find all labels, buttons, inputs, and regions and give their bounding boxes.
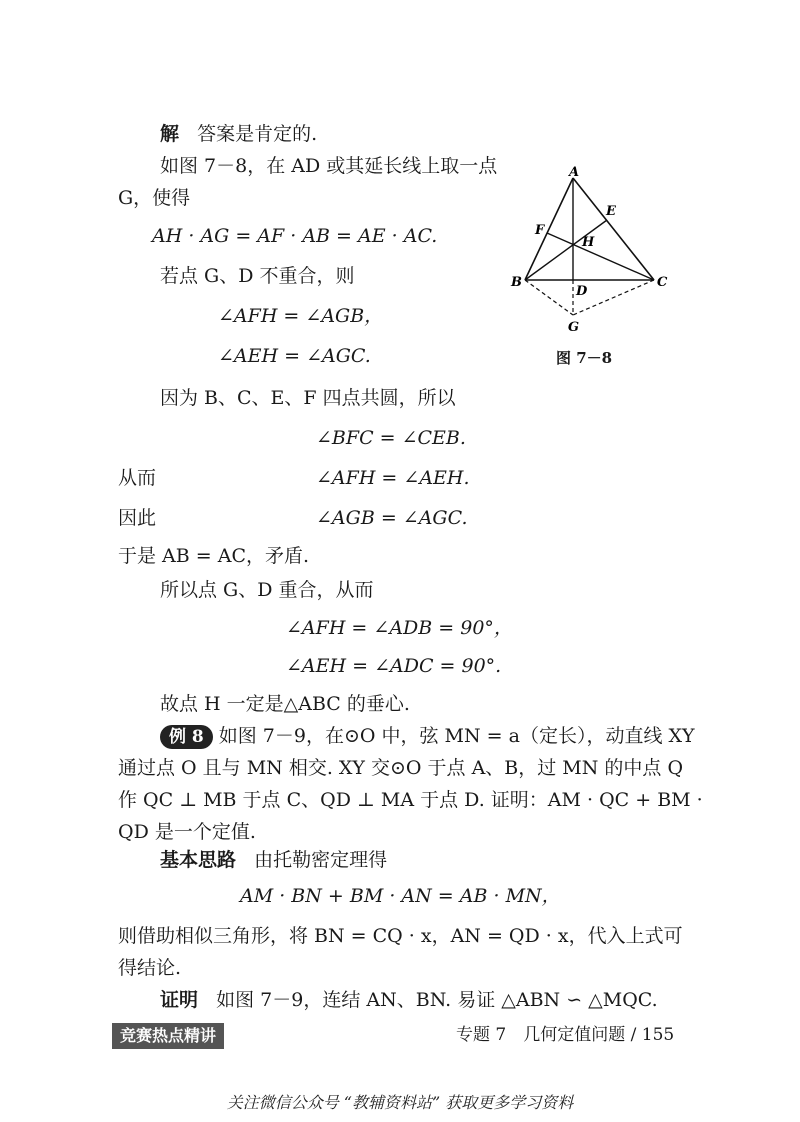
watermark-text: 关注微信公众号 “教辅资料站” 获取更多学习资料 bbox=[226, 1093, 574, 1112]
equation-6: ∠AFH = ∠ADB = 90°， bbox=[286, 617, 513, 639]
case-line: 若点 G、D 不重合，则 bbox=[160, 265, 355, 287]
side-ab bbox=[525, 178, 573, 280]
figure-caption: 图 7－8 bbox=[556, 349, 613, 367]
proof-label: 证明 bbox=[160, 989, 199, 1011]
label-f: F bbox=[535, 223, 545, 238]
equation-7: ∠AEH = ∠ADC = 90°. bbox=[286, 655, 502, 677]
solution-heading bbox=[160, 120, 317, 148]
proof-text: 如图 7－9，连结 AN、BN. 易证 △ABN ∽ △MQC. bbox=[216, 989, 658, 1011]
figure-7-8 bbox=[500, 165, 680, 345]
idea-label: 基本思路 bbox=[160, 849, 237, 871]
example-line-1 bbox=[160, 722, 695, 750]
equation-main: AH · AG = AF · AB = AE · AC. bbox=[152, 225, 438, 247]
idea-cont-1: 则借助相似三角形，将 BN = CQ · x，AN = QD · x，代入上式可 bbox=[118, 925, 683, 947]
label-b: B bbox=[511, 275, 522, 290]
example-line-3: 作 QC ⊥ MB 于点 C、QD ⊥ MA 于点 D. 证明：AM · QC + BM · bbox=[118, 789, 703, 811]
altitude-cf bbox=[547, 233, 654, 280]
equation-3: ∠BFC = ∠CEB. bbox=[316, 427, 466, 449]
equation-ptolemy: AM · BN + BM · AN = AB · MN， bbox=[240, 885, 561, 907]
label-h: H bbox=[582, 235, 595, 250]
dashed-bg bbox=[525, 280, 573, 315]
solution-label: 解 bbox=[160, 123, 180, 145]
example-line-2: 通过点 O 且与 MN 相交. XY 交⊙O 于点 A、B，过 MN 的中点 Q bbox=[118, 757, 684, 779]
example-line-4: QD 是一个定值. bbox=[118, 821, 256, 843]
example-badge: 例 8 bbox=[160, 725, 213, 749]
label-c: C bbox=[657, 275, 668, 290]
label-a: A bbox=[569, 165, 580, 180]
intro-line-2: G，使得 bbox=[118, 187, 191, 209]
chapter-page: 专题 7 几何定值问题 / 155 bbox=[456, 1025, 675, 1045]
equation-1: ∠AFH = ∠AGB， bbox=[218, 305, 384, 327]
label-g: G bbox=[568, 320, 580, 335]
proof-line bbox=[160, 986, 658, 1014]
conclusion-line: 故点 H 一定是△ABC 的垂心. bbox=[160, 693, 410, 715]
equation-4: ∠AFH = ∠AEH. bbox=[316, 467, 470, 489]
series-tag: 竞赛热点精讲 bbox=[112, 1023, 224, 1049]
label-e: E bbox=[606, 204, 616, 219]
therefore-label: 因此 bbox=[118, 507, 157, 529]
coincide-line: 所以点 G、D 重合，从而 bbox=[160, 579, 374, 601]
equation-2: ∠AEH = ∠AGC. bbox=[218, 345, 371, 367]
idea-line bbox=[160, 846, 387, 874]
contradiction-line: 于是 AB = AC，矛盾. bbox=[118, 545, 310, 567]
label-d: D bbox=[576, 284, 588, 299]
idea-cont-2: 得结论. bbox=[118, 957, 182, 979]
example-text-1: 如图 7－9，在⊙O 中，弦 MN = a（定长），动直线 XY bbox=[218, 725, 695, 747]
solution-answer: 答案是肯定的. bbox=[197, 123, 318, 145]
side-ac bbox=[573, 178, 654, 280]
cyclic-line: 因为 B、C、E、F 四点共圆，所以 bbox=[160, 387, 456, 409]
idea-text: 由托勒密定理得 bbox=[254, 849, 388, 871]
intro-line-1: 如图 7－8，在 AD 或其延长线上取一点 bbox=[160, 155, 498, 177]
hence-label: 从而 bbox=[118, 467, 157, 489]
equation-5: ∠AGB = ∠AGC. bbox=[316, 507, 468, 529]
